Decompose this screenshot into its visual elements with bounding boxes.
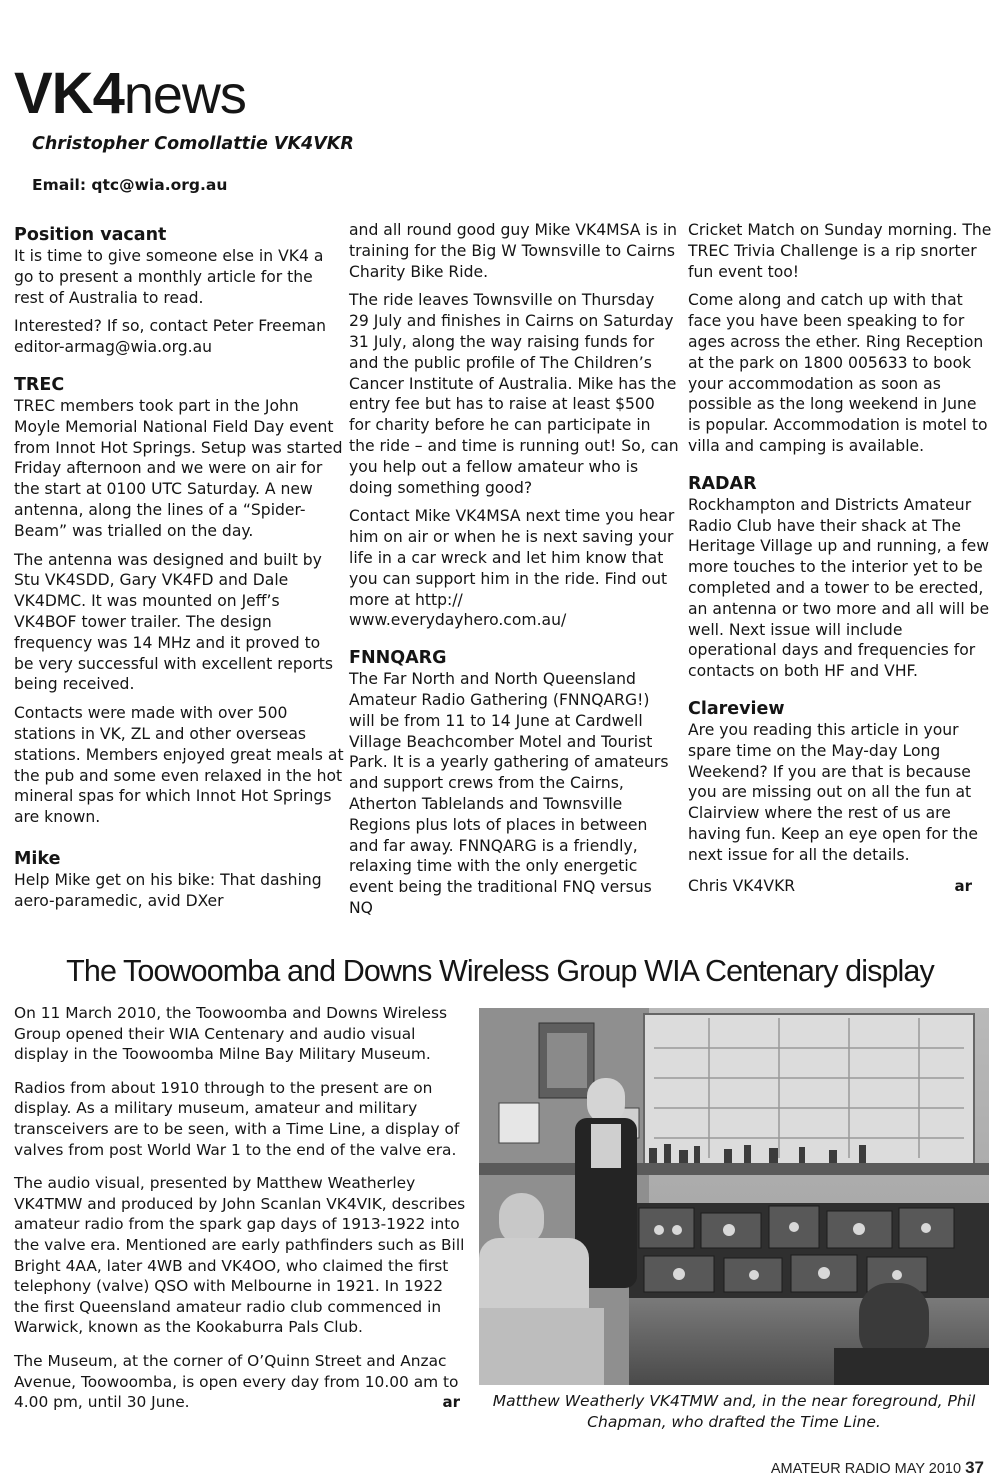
- signoff-name: Chris VK4VKR: [688, 876, 796, 895]
- paragraph: On 11 March 2010, the Toowoomba and Downs Wireless Group opened their WIA Centenary and audio visual display in the Toowoomba Milne Bay Military Museum.: [14, 1004, 448, 1064]
- paragraph: It is time to give someone else in VK4 a go to present a monthly article for the rest of Australia to read.: [14, 247, 324, 307]
- column-1: [14, 224, 344, 920]
- paragraph: Contacts were made with over 500 stations in VK, ZL and other overseas stations. Members enjoyed great meals at the pub and some even relaxed in the hot mineral spas for which Innot Hot Springs are known.: [14, 704, 344, 827]
- paragraph: The antenna was designed and built by Stu VK4SDD, Gary VK4FD and Dale VK4DMC. It was mounted on Jeff’s VK4BOF tower trailer. The design frequency was 14 MHz and it proved to be very successful with excellent reports being received.: [14, 550, 333, 694]
- paragraph: TREC members took part in the John Moyle Memorial National Field Day event from Innot Hot Springs. Setup was started Friday afternoon and we were on air for the start at 0100 UTC Saturday. A new antenna, along the lines of a “Spider-Beam” was trialled on the day.: [14, 396, 343, 540]
- paragraph: The Museum, at the corner of O’Quinn Street and Anzac Avenue, Toowoomba, is open every day from 10.00 am to: [14, 1351, 459, 1391]
- museum-display-photo: [479, 1008, 989, 1385]
- photo-caption: Matthew Weatherly VK4TMW and, in the near foreground, Phil Chapman, who drafted the Time Line.: [492, 1392, 976, 1431]
- end-mark: ar: [442, 1393, 460, 1412]
- heading-fnnqarg: FNNQARG: [349, 648, 447, 669]
- article-last-line: [14, 1392, 460, 1413]
- footer-magazine: AMATEUR RADIO MAY 2010: [770, 1461, 962, 1477]
- signoff-row: [688, 876, 972, 897]
- masthead: [14, 62, 246, 127]
- author-byline: Christopher Comollattie VK4VKR: [32, 134, 354, 154]
- paragraph: Rockhampton and Districts Amateur Radio Club have their shack at The Heritage Village up and running, a few more touches to the interior yet to be completed and a tower to be erected, an antenna or two more and all will be well. Next issue will include operational days and frequencies for contacts on both HF and VHF.: [688, 495, 990, 681]
- column-2: [349, 220, 679, 927]
- article-body: [14, 1003, 472, 1413]
- heading-radar: RADAR: [688, 473, 757, 494]
- page-number: 37: [965, 1458, 984, 1477]
- paragraph: Cricket Match on Sunday morning. The TREC Trivia Challenge is a rip snorter fun event too!: [688, 221, 992, 281]
- end-mark: ar: [954, 876, 972, 895]
- article-title: The Toowoomba and Downs Wireless Group WIA Centenary display: [66, 954, 934, 988]
- heading-position-vacant: Position vacant: [14, 225, 167, 245]
- email-line: Email: qtc@wia.org.au: [32, 176, 228, 194]
- paragraph: The audio visual, presented by Matthew Weatherley VK4TMW and produced by John Scanlan VK4VIK, describes amateur radio from the spark gap days of 1913-1922 into the valve era. Mentioned are early pathfinders such as Bill Bright 4AA, later 4WB and VK4OO, who claimed the first telephony (valve) QSO with Melbourne in 1921. In 1922 the first Queensland amateur radio club commenced in Warwick, known as the Kookaburra Pals Club.: [14, 1174, 466, 1337]
- heading-clareview: Clareview: [688, 698, 785, 719]
- paragraph: and all round good guy Mike VK4MSA is in training for the Big W Townsville to Cairns Charity Bike Ride.: [349, 221, 678, 281]
- paragraph: Help Mike get on his bike: That dashing aero-paramedic, avid DXer: [14, 870, 322, 910]
- masthead-light: news: [123, 65, 246, 125]
- heading-mike: Mike: [14, 848, 61, 869]
- paragraph: The Far North and North Queensland Amateur Radio Gathering (FNNQARG!) will be from 11 to 14 June at Cardwell Village Beachcomber Motel and Tourist Park. It is a yearly gathering of amateurs and support crews from the Cairns, Atherton Tablelands and Townsville Regions plus lots of places in between and far away. FNNQARG is a friendly, relaxing time with the only energetic event being the traditional FNQ versus NQ: [349, 670, 669, 917]
- paragraph: Radios from about 1910 through to the present are on display. As a military museum, amateur and military transceivers are to be seen, with a Time Line, a display of valves from post World War 1 to the end of the valve era.: [14, 1078, 460, 1159]
- paragraph: Interested? If so, contact Peter Freeman editor-armag@wia.org.au: [14, 317, 326, 357]
- heading-trec: TREC: [14, 374, 65, 395]
- paragraph-end: 4.00 pm, until 30 June.: [14, 1393, 190, 1412]
- page-footer: [771, 1458, 984, 1478]
- column-3: [688, 220, 993, 896]
- paragraph: Contact Mike VK4MSA next time you hear him on air or when he is next saving your life in a car wreck and let him know that you can support him in the ride. Find out more at http:// www.everydayhero.com.au/: [349, 507, 675, 630]
- masthead-bold: VK4: [14, 61, 124, 126]
- paragraph: Are you reading this article in your spare time on the May-day Long Weekend? If you are that is because you are missing out on all the fun at Clairview where the rest of us are having fun. Keep an eye open for the next issue for all the details.: [688, 720, 979, 864]
- paragraph: Come along and catch up with that face you have been speaking to for ages across the ether. Ring Reception at the park on 1800 005633 to book your accommodation as soon as possible as the long weekend in June is popular. Accommodation is motel to villa and camping is available.: [688, 291, 988, 455]
- paragraph: The ride leaves Townsville on Thursday 29 July and finishes in Cairns on Saturday 31 July, along the way raising funds for and the public profile of The Children’s Cancer Institute of Australia. Mike has the entry fee but has to raise at least $500 for charity before he can participate in the ride – and time is running out! So, can you help out a fellow amateur who is doing something good?: [349, 291, 679, 497]
